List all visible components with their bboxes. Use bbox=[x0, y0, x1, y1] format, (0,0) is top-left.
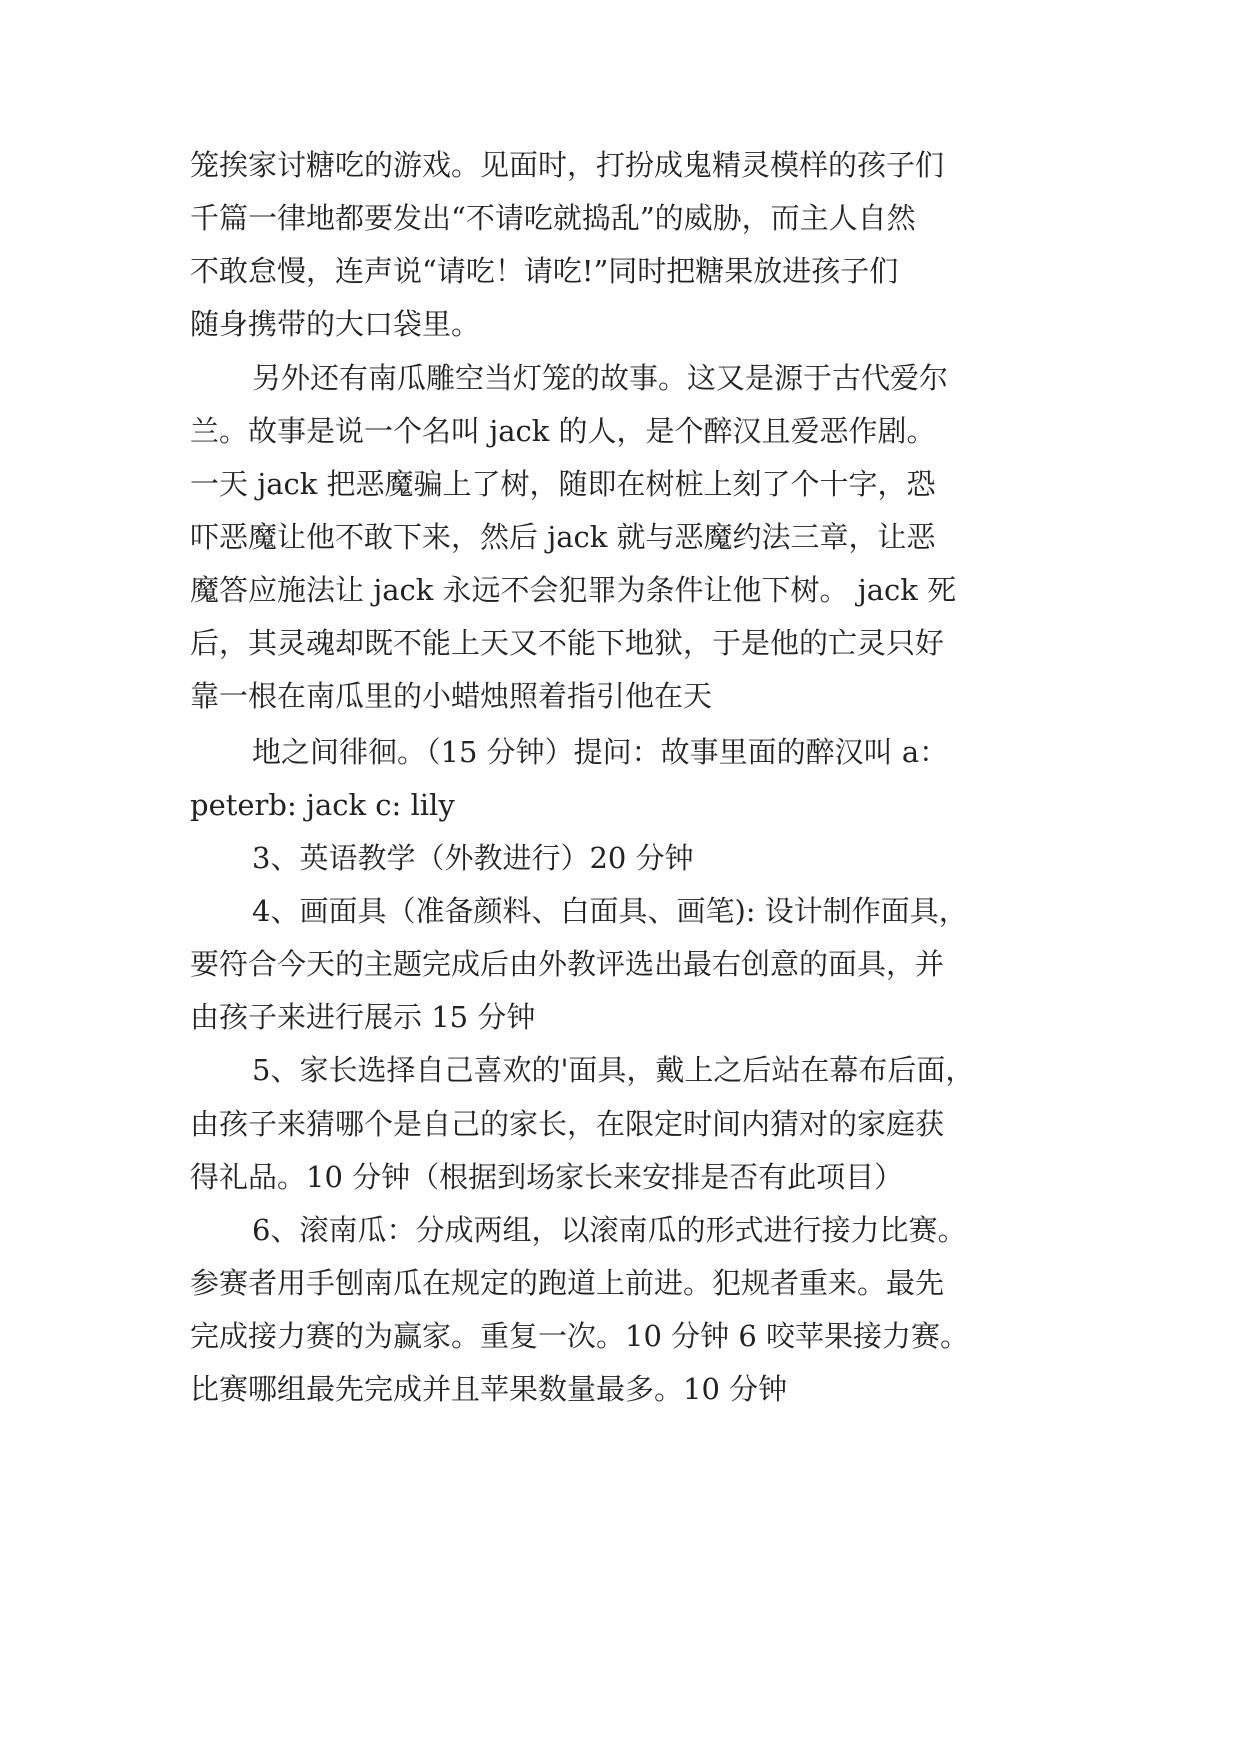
list-item-3: 3、英语教学（外教进行）20 分钟 bbox=[252, 841, 694, 875]
text-line: 不敢怠慢，连声说“请吃！请吃!”同时把糖果放进孩子们 bbox=[190, 254, 899, 288]
text-line: 得礼品。10 分钟（根据到场家长来安排是否有此项目） bbox=[190, 1160, 904, 1194]
text-line: 千篇一律地都要发出“不请吃就捣乱”的威胁，而主人自然 bbox=[190, 201, 916, 235]
text-line: 要符合今天的主题完成后由外教评选出最右创意的面具，并 bbox=[190, 947, 945, 981]
paragraph-first-line: 地之间徘徊。（15 分钟）提问：故事里面的醉汉叫 a： bbox=[252, 735, 949, 769]
text-line: 笼挨家讨糖吃的游戏。见面时，打扮成鬼精灵模样的孩子们 bbox=[190, 148, 945, 182]
list-item-4: 4、画面具（准备颜料、白面具、画笔): 设计制作面具， bbox=[252, 894, 968, 928]
list-item-5: 5、家长选择自己喜欢的'面具，戴上之后站在幕布后面， bbox=[252, 1053, 975, 1087]
text-line: 魔答应施法让 jack 永远不会犯罪为条件让他下树。 jack 死 bbox=[190, 573, 957, 607]
text-line: 比赛哪组最先完成并且苹果数量最多。10 分钟 bbox=[190, 1372, 788, 1406]
text-line: 随身携带的大口袋里。 bbox=[190, 307, 481, 341]
list-item-6: 6、滚南瓜：分成两组，以滚南瓜的形式进行接力比赛。 bbox=[252, 1213, 967, 1247]
text-line: 由孩子来猜哪个是自己的家长，在限定时间内猜对的家庭获 bbox=[190, 1107, 945, 1141]
text-line: 参赛者用手刨南瓜在规定的跑道上前进。犯规者重来。最先 bbox=[190, 1266, 945, 1300]
text-line: 完成接力赛的为赢家。重复一次。10 分钟 6 咬苹果接力赛。 bbox=[190, 1319, 970, 1353]
text-line: 吓恶魔让他不敢下来，然后 jack 就与恶魔约法三章，让恶 bbox=[190, 520, 936, 554]
paragraph-first-line: 另外还有南瓜雕空当灯笼的故事。这又是源于古代爱尔 bbox=[252, 361, 949, 395]
text-line: 后，其灵魂却既不能上天又不能下地狱，于是他的亡灵只好 bbox=[190, 626, 945, 660]
text-line: 靠一根在南瓜里的小蜡烛照着指引他在天 bbox=[190, 679, 713, 713]
text-line: peterb: jack c: lily bbox=[190, 788, 455, 822]
text-line: 兰。故事是说一个名叫 jack 的人，是个醉汉且爱恶作剧。 bbox=[190, 414, 936, 448]
text-line: 一天 jack 把恶魔骗上了树，随即在树桩上刻了个十字，恐 bbox=[190, 467, 936, 501]
text-line: 由孩子来进行展示 15 分钟 bbox=[190, 1000, 536, 1034]
